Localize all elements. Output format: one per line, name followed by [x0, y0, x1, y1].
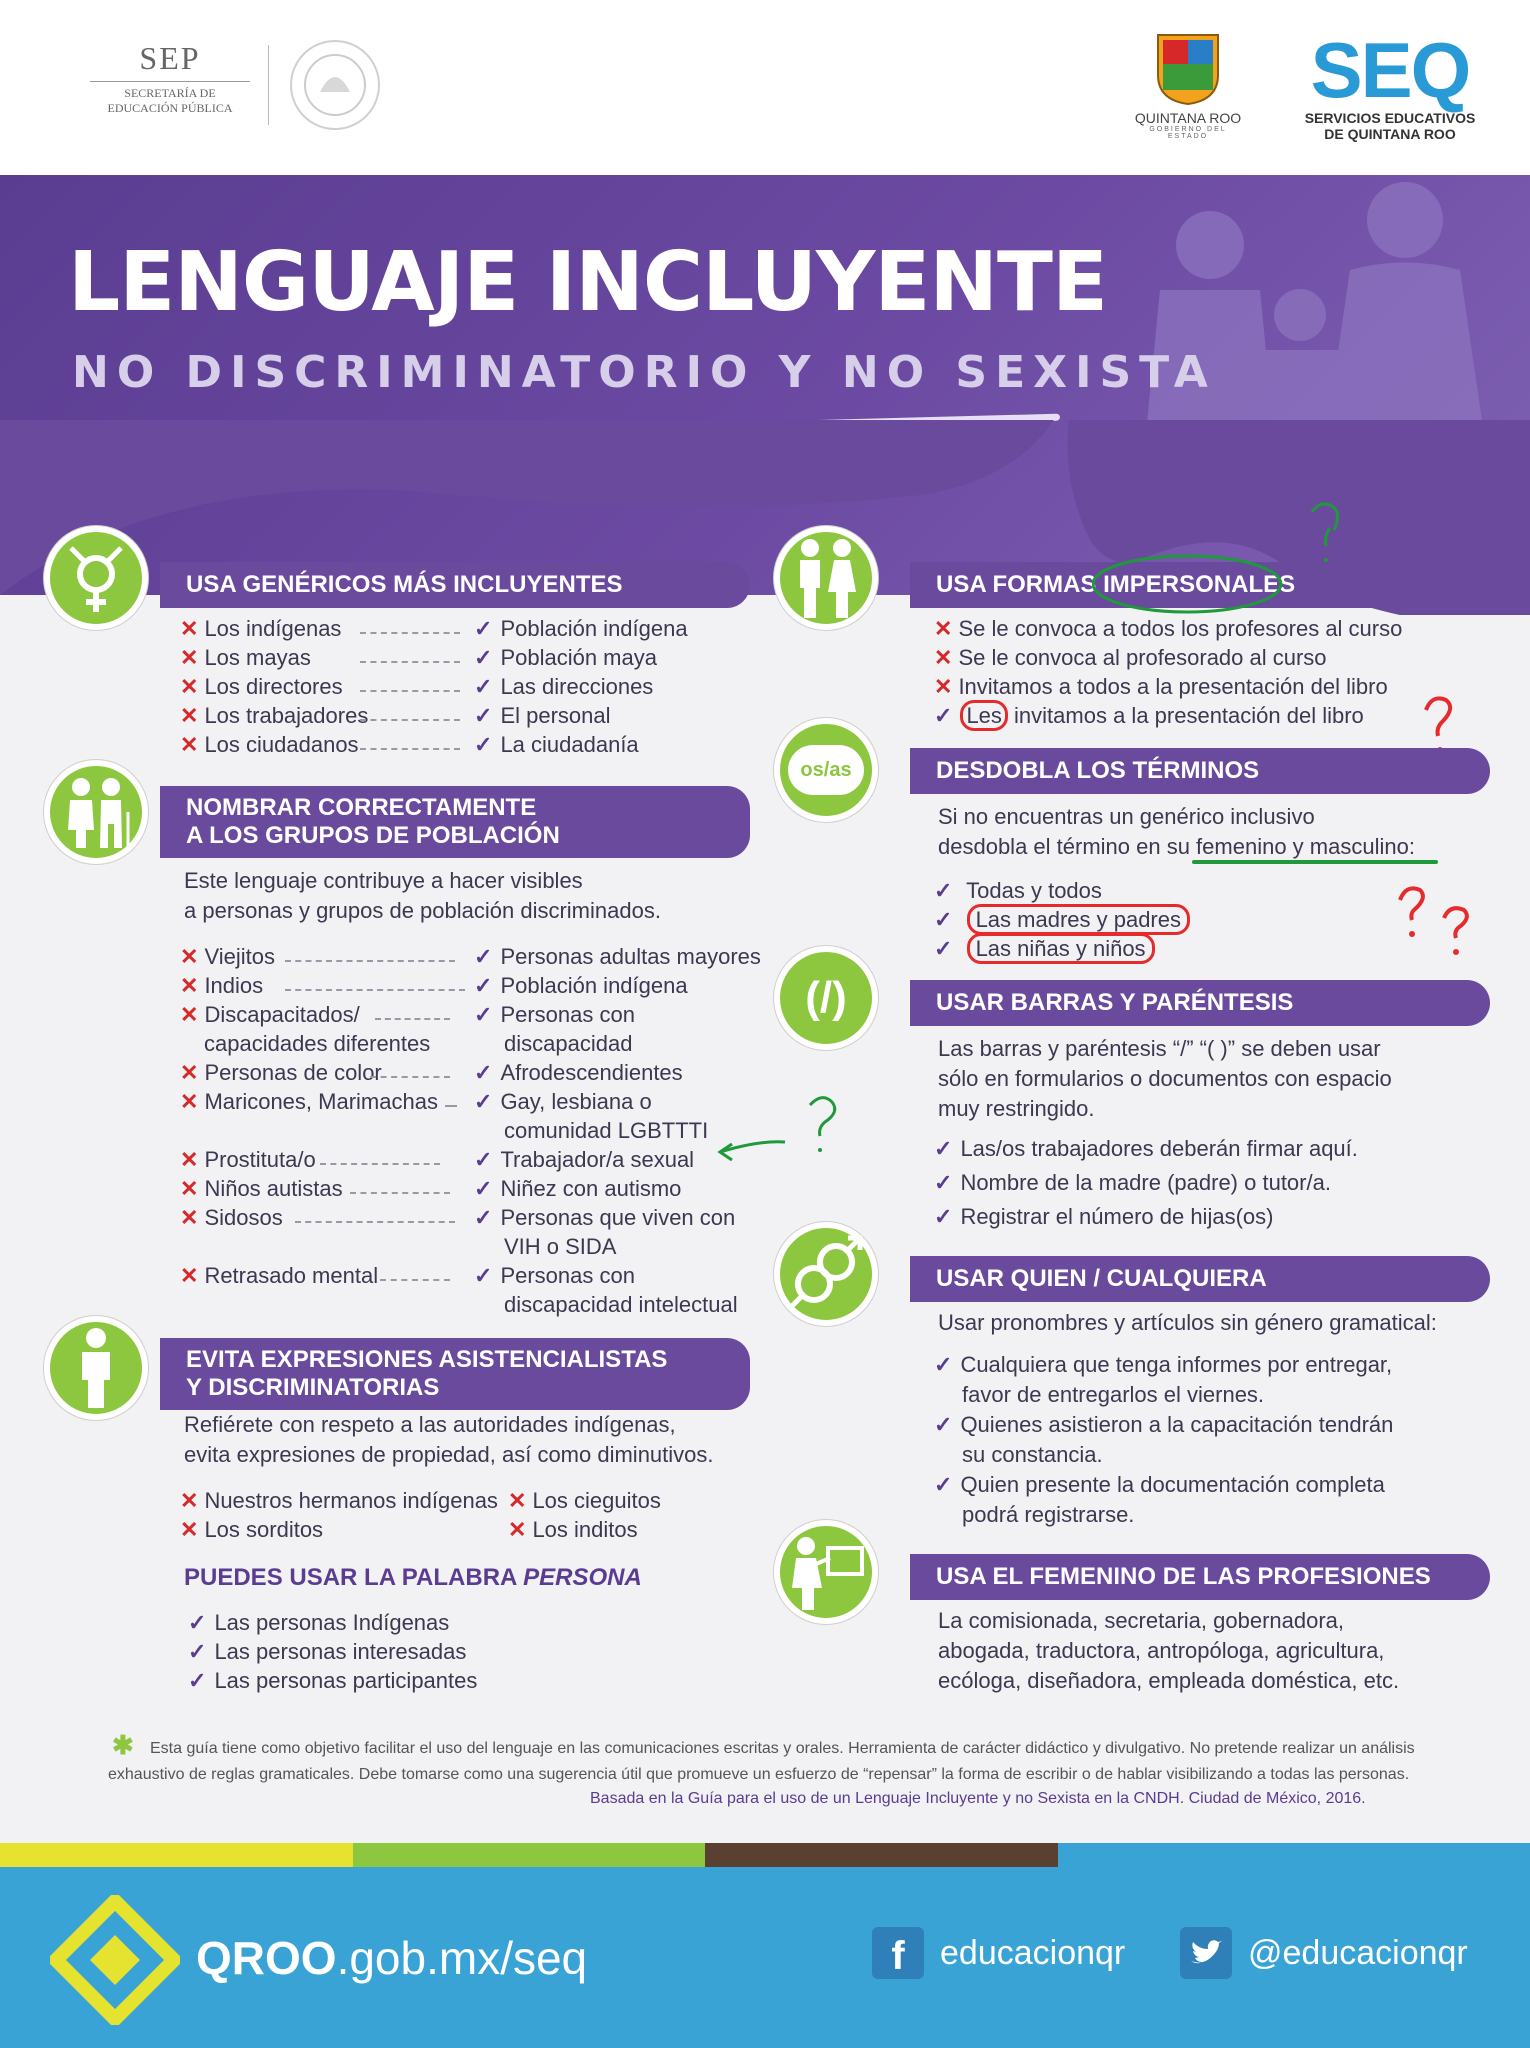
source-note: Basada en la Guía para el uso de un Lenguaje Incluyente y no Sexista en la CNDH. Ciudad de México, 2016.	[590, 1790, 1366, 1807]
gender-symbols-circle	[774, 1222, 878, 1326]
desdobla-intro: Si no encuentras un genérico inclusivo desdobla el término en su femenino y masculino:	[938, 804, 1415, 859]
footer	[0, 1867, 1530, 2048]
speech-bubble-icon: os/as	[788, 745, 864, 795]
quien-intro: Usar pronombres y artículos sin género gramatical:	[938, 1310, 1437, 1335]
green-underline-annotation	[1192, 860, 1438, 864]
couple-icon	[786, 536, 866, 620]
genericos-right-list	[474, 616, 688, 761]
list-item: ✕ Los inditos	[508, 1517, 638, 1542]
list-item: ✕ Discapacitados/	[180, 1002, 360, 1027]
twitter-link[interactable]: @educacionqr	[1180, 1927, 1468, 1979]
list-item: favor de entregarlos el viernes.	[962, 1382, 1265, 1407]
grupos-wrong-list	[180, 944, 438, 1292]
facebook-icon: f	[872, 1927, 924, 1979]
qroo-diamond-logo-icon	[50, 1895, 180, 2025]
list-item: podrá registrarse.	[962, 1502, 1135, 1527]
slash-parentheses-circle	[774, 946, 878, 1050]
list-item: ✕ Maricones, Marimachas	[180, 1089, 438, 1114]
section-impersonales-header: USA FORMAS IMPERSONALES	[910, 562, 1490, 608]
seq-logo	[1300, 26, 1480, 150]
os-as-circle	[774, 718, 878, 822]
seq-line1: SERVICIOS EDUCATIVOS	[1304, 110, 1476, 126]
grupos-title-2: A LOS GRUPOS DE POBLACIÓN	[186, 822, 560, 849]
list-item: ✓ Cualquiera que tenga informes por entregar,	[934, 1352, 1393, 1377]
list-item: ✓ Personas que viven con	[474, 1205, 736, 1230]
color-stripes	[0, 1843, 1530, 1867]
sep-name: SEP	[139, 40, 201, 76]
sep-logo	[80, 40, 260, 120]
list-item: ✓ Las niñas y niños	[934, 936, 1190, 965]
list-item: ✓ Gay, lesbiana o	[474, 1089, 652, 1114]
grupos-title-1: NOMBRAR CORRECTAMENTE	[186, 794, 537, 821]
list-item: ✓ El personal	[474, 703, 611, 728]
persona-right-list	[188, 1610, 477, 1697]
femenino-text: La comisionada, secretaria, gobernadora, abogada, traductora, antropóloga, agricultura, ecóloga, diseñadora, empleada doméstica, etc.	[938, 1608, 1400, 1693]
list-item: ✓ Afrodescendientes	[474, 1060, 683, 1085]
list-item: ✕ Los indígenas	[180, 616, 342, 641]
list-item: ✓ Población maya	[474, 645, 657, 670]
list-item: ✓ Población indígena	[474, 973, 688, 998]
section-genericos-header: USA GENÉRICOS MÁS INCLUYENTES	[160, 562, 750, 608]
desdobla-right-list	[934, 878, 1190, 965]
list-item: ✕ Los trabajadores	[180, 703, 369, 728]
list-item: ✕ Invitamos a todos a la presentación del libro	[934, 674, 1388, 699]
list-item: ✓ Las/os trabajadores deberán firmar aquí.	[934, 1136, 1358, 1161]
list-item: discapacidad intelectual	[504, 1292, 738, 1317]
quien-right-list	[934, 1352, 1393, 1532]
list-item: ✕ Los ciudadanos	[180, 732, 359, 757]
sep-line1: SECRETARÍA DE	[124, 86, 216, 100]
list-item: comunidad LGBTTTI	[504, 1118, 709, 1143]
list-item: ✕ Los directores	[180, 674, 343, 699]
grupos-intro: Este lenguaje contribuye a hacer visibles a personas y grupos de población discriminados.	[184, 868, 661, 923]
genericos-wrong-list	[180, 616, 368, 761]
asterisk-icon: ✱	[112, 1730, 134, 1760]
list-item: ✕ Niños autistas	[180, 1176, 343, 1201]
list-item: ✓ Las direcciones	[474, 674, 654, 699]
list-item: VIH o SIDA	[504, 1234, 617, 1259]
green-circle-annotation	[1092, 500, 1352, 620]
list-item: capacidades diferentes	[204, 1031, 431, 1056]
list-item: ✓ Trabajador/a sexual	[474, 1147, 695, 1172]
twitter-icon	[1180, 1927, 1232, 1979]
list-item: ✓ La ciudadanía	[474, 732, 639, 757]
person-circle	[44, 1316, 148, 1420]
disclaimer-note: Esta guía tiene como objetivo facilitar el uso del lenguaje en las comunicaciones escritas y orales. Herramienta de carácter didáctico y divulgativo. No pretende realizar un análisis exhaustivo de reglas gramaticales. Debe tomarse como una sugerencia útil que promueve un esfuerzo de “repensar” la forma de escribir o de hablar visibilizando a todas las personas.	[108, 1740, 1415, 1783]
green-arrow-annotation	[710, 1090, 850, 1170]
section-femenino-header: USA EL FEMENINO DE LAS PROFESIONES	[910, 1554, 1490, 1600]
list-item: ✓ Registrar el número de hijas(os)	[934, 1204, 1274, 1229]
list-item: ✕ Retrasado mental	[180, 1263, 379, 1288]
section-quien-header: USAR QUIEN / CUALQUIERA	[910, 1256, 1490, 1302]
section-desdobla-header: DESDOBLA LOS TÉRMINOS	[910, 748, 1490, 794]
list-item: ✓ Población indígena	[474, 616, 688, 641]
list-item: ✓ Las personas Indígenas	[188, 1610, 450, 1635]
asistencialistas-title-2: Y DISCRIMINATORIAS	[186, 1374, 440, 1401]
list-item: ✕ Viejitos	[180, 944, 275, 969]
list-item: ✓ Las personas participantes	[188, 1668, 478, 1693]
quintana-roo-shield-icon	[1153, 30, 1223, 106]
section-barras-header: USAR BARRAS Y PARÉNTESIS	[910, 980, 1490, 1026]
male-female-symbols-icon	[786, 1234, 866, 1314]
list-item: ✓ Personas con	[474, 1002, 635, 1027]
teacher-circle	[774, 1520, 878, 1624]
seq-name: SEQ	[1310, 26, 1470, 114]
list-item: ✓ Personas adultas mayores	[474, 944, 761, 969]
list-item: ✕ Los sorditos	[180, 1517, 324, 1542]
impersonales-list	[934, 616, 1402, 732]
list-item: ✓ Las madres y padres	[934, 907, 1190, 936]
list-item: discapacidad	[504, 1031, 633, 1056]
list-item: ✕ Prostituta/o	[180, 1147, 316, 1172]
list-item: ✕ Personas de color	[180, 1060, 382, 1085]
gender-symbol-icon	[61, 538, 131, 618]
list-item: ✓ Quienes asistieron a la capacitación tendrán	[934, 1412, 1394, 1437]
list-item: ✕ Se le convoca a todos los profesores al curso	[934, 616, 1403, 641]
list-item: ✕ Nuestros hermanos indígenas	[180, 1488, 498, 1513]
page-title: LENGUAJE INCLUYENTE	[68, 235, 1107, 330]
list-item: ✓ Personas con	[474, 1263, 635, 1288]
genericos-dash-leaders	[360, 632, 460, 750]
list-item: ✓ Les invitamos a la presentación del libro	[934, 703, 1402, 732]
sep-line2: EDUCACIÓN PÚBLICA	[107, 101, 233, 115]
list-item: ✕ Los mayas	[180, 645, 311, 670]
list-item: ✓ Nombre de la madre (padre) o tutor/a.	[934, 1170, 1331, 1195]
qroo-label: QUINTANA ROO	[1134, 110, 1242, 126]
asistencialistas-title-1: EVITA EXPRESIONES ASISTENCIALISTAS	[186, 1346, 668, 1373]
list-item: ✕ Sidosos	[180, 1205, 283, 1230]
seq-line2: DE QUINTANA ROO	[1324, 126, 1456, 142]
red-questions-annotation	[1392, 882, 1502, 972]
gender-symbol-circle	[44, 526, 148, 630]
page-subtitle: NO DISCRIMINATORIO Y NO SEXISTA	[72, 347, 1216, 398]
site-url[interactable]: QROO.gob.mx/seq	[196, 1932, 588, 1984]
qroo-sub: GOBIERNO DEL ESTADO	[1149, 126, 1227, 140]
slash-parentheses-icon: (/)	[805, 973, 847, 1022]
asistencialistas-intro: Refiérete con respeto a las autoridades indígenas, evita expresiones de propiedad, así como diminutivos.	[184, 1412, 714, 1467]
list-item: ✕ Los cieguitos	[508, 1488, 661, 1513]
section-asistencialistas-header	[160, 1338, 750, 1410]
list-item: ✕ Indios	[180, 973, 264, 998]
list-item: su constancia.	[962, 1442, 1103, 1467]
elderly-couple-circle	[44, 760, 148, 864]
list-item: ✓ Niñez con autismo	[474, 1176, 682, 1201]
list-item: ✓ Las personas interesadas	[188, 1639, 467, 1664]
header	[0, 0, 1530, 175]
facebook-link[interactable]: f educacionqr	[872, 1927, 1125, 1979]
list-item: ✓ Quien presente la documentación completa	[934, 1472, 1385, 1497]
teacher-board-icon	[784, 1530, 868, 1614]
list-item: ✕ Se le convoca al profesorado al curso	[934, 645, 1327, 670]
list-item: ✓ Todas y todos	[934, 878, 1102, 903]
barras-right-list	[934, 1136, 1358, 1238]
person-icon	[66, 1326, 126, 1410]
persona-heading: PUEDES USAR LA PALABRA PERSONA	[184, 1564, 642, 1591]
barras-intro: Las barras y paréntesis “/” “( )” se deben usar sólo en formularios o documentos con espacio muy restringido.	[938, 1036, 1392, 1121]
quintana-roo-logo	[1128, 30, 1248, 150]
mexico-seal-icon	[290, 40, 380, 130]
couple-circle	[774, 526, 878, 630]
section-grupos-header	[160, 786, 750, 858]
elderly-couple-icon	[56, 772, 136, 852]
